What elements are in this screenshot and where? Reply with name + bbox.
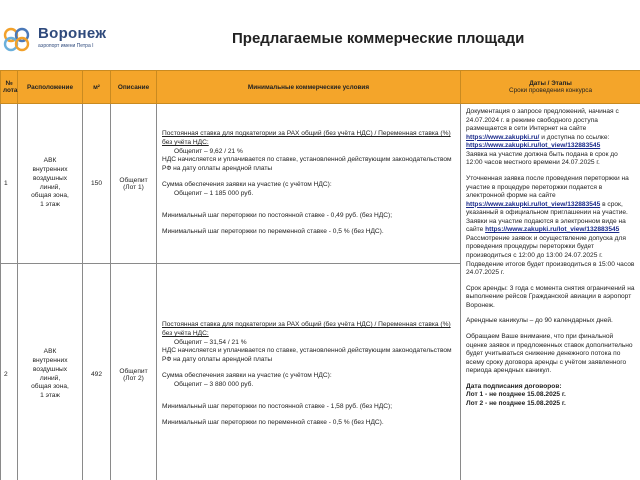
- page-title: Предлагаемые коммерческие площади: [232, 30, 525, 47]
- logo-subtitle: аэропорт имени Петра I: [38, 43, 94, 49]
- lot-area: 150: [83, 104, 111, 264]
- lot-location: [18, 104, 83, 264]
- deposit-value: Общепит – 1 185 000 руб.: [174, 189, 254, 197]
- step-variable: Минимальный шаг переторжки по переменной ставке - 0,5 % (без НДС).: [162, 418, 384, 426]
- rate-title: Постоянная ставка для подкатегории за РАХ общий (без учёта НДС) / Переменная ставка (%) без учёта НДС:: [162, 321, 451, 338]
- dates-text: Заявка на участие должна быть подана в срок до 12:00 часов местного времени 24.07.2025 г.: [466, 150, 618, 167]
- lot-description: Общепит (Лот 1): [111, 104, 157, 264]
- dates-text: и доступна по ссылке:: [541, 133, 610, 141]
- deposit-title: Сумма обеспечения заявки на участие (с учётом НДС):: [162, 371, 332, 379]
- lot-number: 1: [1, 104, 18, 264]
- lot-view-link[interactable]: https://www.zakupki.ru/lot_view/132883545: [466, 142, 601, 150]
- offers-table: [0, 70, 640, 480]
- zakupki-link[interactable]: https://www.zakupki.ru/: [466, 133, 540, 141]
- header-lot: № лота: [1, 71, 18, 104]
- step-variable: Минимальный шаг переторжки по переменной ставке - 0,5 % (без НДС).: [162, 227, 384, 235]
- lot-area: 492: [83, 264, 111, 480]
- location-line: АВК: [43, 347, 57, 355]
- page-header: [0, 0, 640, 68]
- location-line: АВК: [43, 156, 57, 164]
- lot-conditions: [157, 264, 461, 480]
- lot-description: Общепит (Лот 2): [111, 264, 157, 480]
- header-description: Описание: [111, 71, 157, 104]
- logo-icon: [2, 26, 36, 52]
- location-line: 1 этаж: [40, 201, 60, 209]
- step-fixed: Минимальный шаг переторжки по постоянной ставке - 1,58 руб. (без НДС);: [162, 403, 393, 411]
- vat-note: НДС начисляется и уплачивается по ставке, установленной действующим законодательством РФ на дату оплаты арендной платы: [162, 156, 452, 173]
- signing-lot1: Лот 1 - не позднее 15.08.2025 г.: [466, 391, 566, 399]
- lease-term: Срок аренды: 3 года с момента снятия ограничений на выполнение рейсов Гражданской авиации в аэропорт Воронеж.: [466, 284, 635, 309]
- header-dates-title: Даты / Этапы: [529, 80, 572, 87]
- dates-text: Документация о запросе предложений, начиная с 24.07.2024 г. в режиме свободного доступа размещается в сети Интернет на сайте: [466, 108, 619, 133]
- header-area: м²: [83, 71, 111, 104]
- location-line: 1 этаж: [40, 392, 60, 400]
- airport-logo: [2, 24, 122, 54]
- lot-conditions: [157, 104, 461, 264]
- lot-location: [18, 264, 83, 480]
- rent-holidays: Арендные каникулы – до 90 календарных дней.: [466, 317, 613, 325]
- lot-view-link[interactable]: https://www.zakupki.ru/lot_view/132883545: [485, 226, 620, 234]
- dates-content: [461, 104, 640, 480]
- dates-text: Подведение итогов будет производиться в 15:00 часов 24.07.2025 г.: [466, 260, 635, 277]
- location-line: внутренних: [32, 165, 68, 173]
- lot-view-link[interactable]: https://www.zakupki.ru/lot_view/132883545: [466, 200, 601, 208]
- header-dates: [461, 71, 640, 104]
- location-line: линий,: [39, 183, 61, 191]
- location-line: общая зона,: [31, 383, 69, 391]
- deposit-value: Общепит – 3 880 000 руб.: [174, 380, 254, 388]
- dates-cell: [461, 104, 640, 480]
- lot-number: 2: [1, 264, 18, 480]
- signing-title: Дата подписания договоров:: [466, 382, 562, 390]
- rate-value: Общепит – 9,62 / 21 %: [174, 147, 243, 155]
- location-line: внутренних: [32, 356, 68, 364]
- header-conditions: Минимальные коммерческие условия: [157, 71, 461, 104]
- vat-note: НДС начисляется и уплачивается по ставке, установленной действующим законодательством РФ на дату оплаты арендной платы: [162, 347, 452, 364]
- dates-text: Рассмотрение заявок и осуществление допуска для проведения процедуры переторжки будет производиться с 12:00 до 13:00 24.07.2025 г.: [466, 234, 626, 259]
- location-line: воздушных: [32, 174, 67, 182]
- location-line: общая зона,: [31, 192, 69, 200]
- location-line: линий,: [39, 374, 61, 382]
- dates-text: Уточненная заявка после проведения переторжки на участие в процедуре переторжки подается в электронной форме на сайте: [466, 174, 629, 200]
- table-row: [1, 104, 640, 264]
- rate-title: Постоянная ставка для подкатегории за РАХ общий (без учёта НДС) / Переменная ставка (%) без учёта НДС:: [162, 130, 451, 147]
- header-dates-subtitle: Сроки проведения конкурса: [508, 87, 593, 94]
- dates-text: в срок, указанный в официальном приглашении на участие.: [466, 200, 628, 217]
- step-fixed: Минимальный шаг переторжки по постоянной ставке - 0,49 руб. (без НДС);: [162, 212, 393, 220]
- deposit-title: Сумма обеспечения заявки на участие (с учётом НДС):: [162, 180, 332, 188]
- header-location: Расположение: [18, 71, 83, 104]
- evaluation-note: Обращаем Ваше внимание, что при финальной оценке заявок и предложенных ставок дополнительно будет учитываться снижение денежного потока по всему сроку договора аренды с учётом заявленного периода арендных каникул.: [466, 332, 633, 375]
- logo-name: Воронеж: [38, 25, 107, 42]
- location-line: воздушных: [32, 365, 67, 373]
- table-header-row: [1, 71, 640, 104]
- dates-text: Заявки на участие подаются в электронном виде на сайте: [466, 217, 626, 234]
- rate-value: Общепит – 31,54 / 21 %: [174, 338, 247, 346]
- signing-lot2: Лот 2 - не позднее 15.08.2025 г.: [466, 399, 566, 407]
